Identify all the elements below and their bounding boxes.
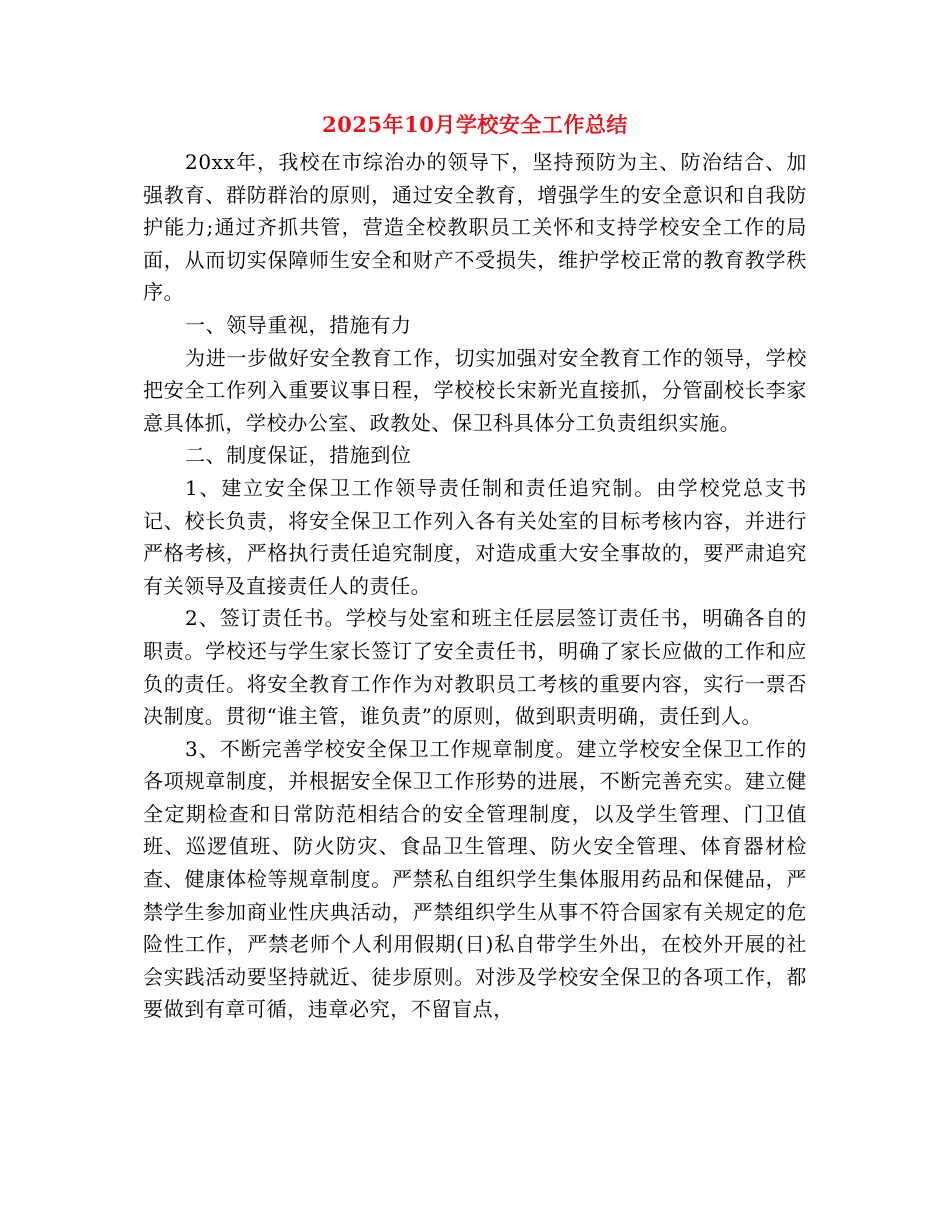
paragraph-intro: 20xx年，我校在市综治办的领导下，坚持预防为主、防治结合、加强教育、群防群治的原则，通过安全教育，增强学生的安全意识和自我防护能力;通过齐抓共管，营造全校教职员工关怀和支持学校安全工作的局面，从而切实保障师生安全和财产不受损失，维护学校正常的教育教学秩序。	[143, 150, 807, 305]
paragraph-item-2: 2、签订责任书。学校与处室和班主任层层签订责任书，明确各自的职责。学校还与学生家长签订了安全责任书，明确了家长应做的工作和应负的责任。将安全教育工作作为对教职员工考核的重要内容，实行一票否决制度。贯彻“谁主管，谁负责”的原则，做到职责明确，责任到人。	[143, 606, 807, 729]
section-heading-1: 一、领导重视，措施有力	[185, 312, 412, 337]
section-heading-2: 二、制度保证，措施到位	[185, 443, 412, 468]
paragraph-leadership: 为进一步做好安全教育工作，切实加强对安全教育工作的领导，学校把安全工作列入重要议事日程，学校校长宋新光直接抓，分管副校长李家意具体抓，学校办公室、政教处、保卫科具体分工负责组织实施。	[143, 345, 807, 435]
document-title: 2025年10月学校安全工作总结	[322, 112, 628, 137]
paragraph-item-3: 3、不断完善学校安全保卫工作规章制度。建立学校安全保卫工作的各项规章制度，并根据安全保卫工作形势的进展，不断完善充实。建立健全定期检查和日常防范相结合的安全管理制度，以及学生管理、门卫值班、巡逻值班、防火防灾、食品卫生管理、防火安全管理、体育器材检查、健康体检等规章制度。严禁私自组织学生集体服用药品和保健品，严禁学生参加商业性庆典活动，严禁组织学生从事不符合国家有关规定的危险性工作，严禁老师个人利用假期(日)私自带学生外出，在校外开展的社会实践活动要坚持就近、徒步原则。对涉及学校安全保卫的各项工作，都要做到有章可循，违章必究，不留盲点，	[143, 736, 807, 1022]
document-body	[143, 146, 807, 1026]
paragraph-item-1: 1、建立安全保卫工作领导责任制和责任追究制。由学校党总支书记、校长负责，将安全保卫工作列入各有关处室的目标考核内容，并进行严格考核，严格执行责任追究制度，对造成重大安全事故的，要严肃追究有关领导及直接责任人的责任。	[143, 475, 807, 598]
